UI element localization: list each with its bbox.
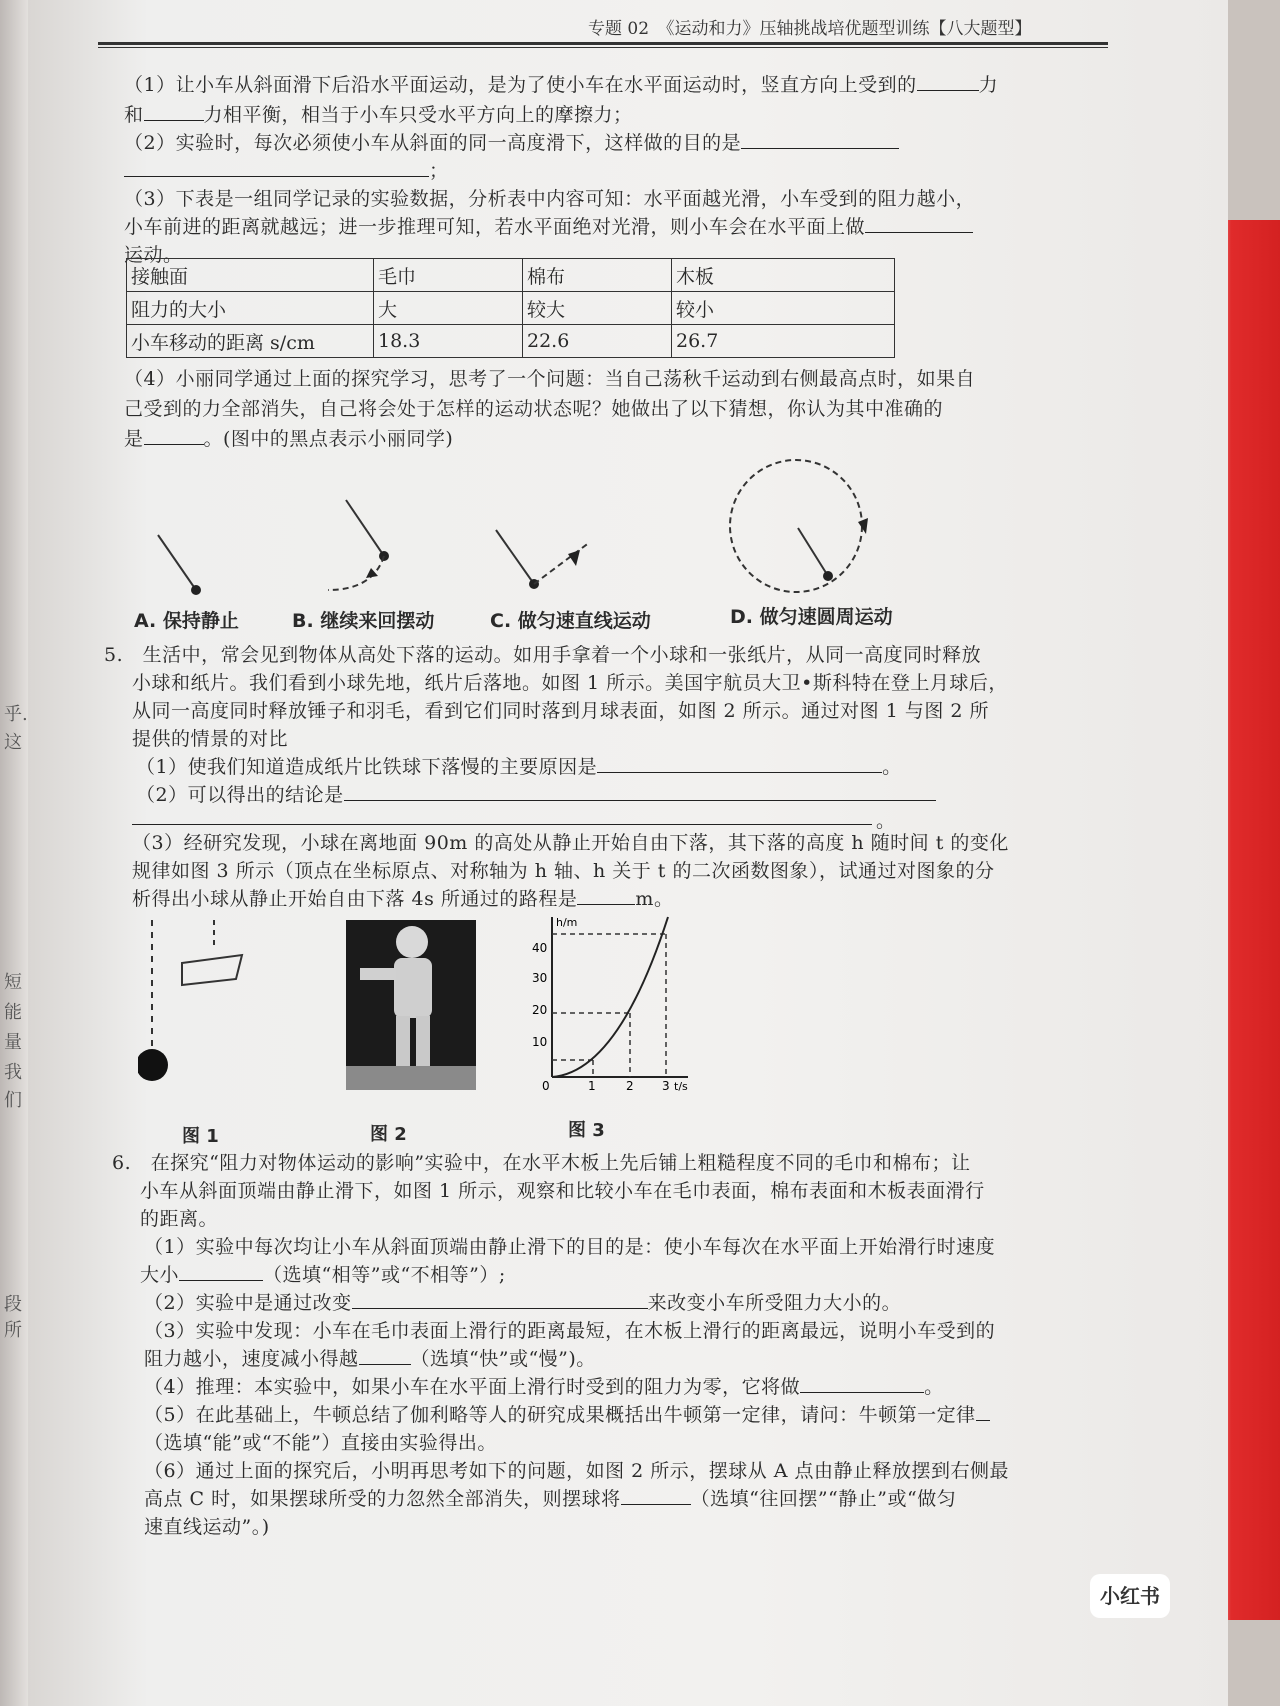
option-b-label: B. 继续来回摆动	[292, 610, 435, 632]
option-a-label: A. 保持静止	[134, 610, 239, 632]
table-cell: 接触面	[127, 259, 374, 292]
q6-line-11: （选填“能”或“不能”）直接由实验得出。	[144, 1432, 497, 1454]
margin-char: 这	[4, 732, 22, 753]
q4-line-2: 和 力相平衡，相当于小车只受水平方向上的摩擦力；	[124, 104, 633, 126]
table-cell: 木板	[672, 259, 895, 292]
xiaohongshu-watermark: 小红书	[1090, 1574, 1170, 1618]
period: 。	[876, 810, 896, 832]
q5-line-3: 从同一高度同时释放锤子和羽毛，看到它们同时落到月球表面，如图 2 所示。通过对图 1 与图 2 所	[132, 700, 990, 722]
option-b-figure	[328, 500, 389, 590]
table-row	[127, 259, 895, 292]
figure-1-label: 图 1	[182, 1126, 219, 1147]
figure-3-h-t-graph	[498, 912, 708, 1092]
table-cell: 棉布	[523, 259, 672, 292]
table-cell: 较大	[523, 292, 672, 325]
q4-line-7: 运动。	[124, 244, 183, 266]
table-cell: 26.7	[672, 325, 895, 358]
table-row	[127, 292, 895, 325]
data-table	[126, 258, 895, 358]
q4-line-8: （4）小丽同学通过上面的探究学习，思考了一个问题：当自己荡秋千运动到右侧最高点时，如果自	[124, 368, 976, 390]
x-axis-label: t/s	[674, 1080, 688, 1092]
x-tick-label: 2	[626, 1079, 634, 1092]
q4-line-6: 小车前进的距离就越远；进一步推理可知，若水平面绝对光滑，则小车会在水平面上做	[124, 212, 973, 239]
q5-line-4: 提供的情景的对比	[132, 728, 289, 750]
q6-line-6: （2）实验中是通过改变 来改变小车所受阻力大小的。	[144, 1292, 902, 1314]
header-rule-thin	[98, 47, 1108, 48]
figure-2-label: 图 2	[370, 1124, 407, 1145]
option-c-label: C. 做匀速直线运动	[490, 610, 651, 632]
q5-line-9: 析得出小球从静止开始自由下落 4s 所通过的路程是 m。	[132, 888, 674, 910]
q6-line-8: 阻力越小，速度减小得越 （选填“快”或“慢”)。	[144, 1348, 596, 1370]
graph-guides	[552, 934, 666, 1077]
q4-line-4: ；	[124, 156, 449, 183]
table-cell: 毛巾	[374, 259, 523, 292]
q6-line-10: （5）在此基础上，牛顿总结了伽利略等人的研究成果概括出牛顿第一定律，请问：牛顿第一定律	[144, 1400, 990, 1427]
table-cell: 22.6	[523, 325, 672, 358]
y-tick-label: 30	[532, 971, 548, 985]
table-cell: 大	[374, 292, 523, 325]
x-tick-label: 0	[542, 1079, 550, 1092]
margin-char: 们	[4, 1090, 22, 1111]
q5-line-6: （2）可以得出的结论是	[136, 780, 936, 807]
table-cell: 18.3	[374, 325, 523, 358]
q6-line-13: 高点 C 时，如果摆球所受的力忽然全部消失，则摆球将 （选填“往回摆”“静止”或“做匀	[144, 1488, 957, 1510]
q6-line-9: （4）推理：本实验中，如果小车在水平面上滑行时受到的阻力为零，它将做 。	[144, 1376, 944, 1398]
option-c-figure	[496, 530, 590, 589]
h-t-curve	[552, 917, 668, 1077]
x-tick-label: 1	[588, 1079, 596, 1092]
margin-char: 段所	[4, 1294, 22, 1341]
figure-2-astronaut-photo	[346, 920, 476, 1090]
q6-line-7: （3）实验中发现：小车在毛巾表面上滑行的距离最短，在木板上滑行的距离最远，说明小车受到的	[144, 1320, 996, 1342]
q6-line-12: （6）通过上面的探究后，小明再思考如下的问题，如图 2 所示，摆球从 A 点由静止释放摆到右侧最	[144, 1460, 1010, 1482]
y-axis-label: h/m	[556, 916, 578, 929]
table-row	[127, 325, 895, 358]
q4-line-10: 是 。(图中的黑点表示小丽同学)	[124, 428, 454, 450]
margin-char: 我	[4, 1062, 22, 1083]
q5-line-5: （1）使我们知道造成纸片比铁球下落慢的主要原因是 。	[136, 756, 902, 778]
margin-char: 能	[4, 1002, 22, 1023]
q6-line-2: 小车从斜面顶端由静止滑下，如图 1 所示，观察和比较小车在毛巾表面，棉布表面和木板表面滑行	[140, 1180, 985, 1202]
margin-char: 短	[4, 972, 22, 993]
q6-line-4: （1）实验中每次均让小车从斜面顶端由静止滑下的目的是：使小车每次在水平面上开始滑行时速度	[144, 1236, 996, 1258]
q4-line-3: （2）实验时，每次必须使小车从斜面的同一高度滑下，这样做的目的是	[124, 128, 899, 155]
table-cell: 较小	[672, 292, 895, 325]
page-header: 专题 02 《运动和力》压轴挑战培优题型训练【八大题型】	[588, 19, 1032, 39]
q6-line-14: 速直线运动”。)	[144, 1516, 270, 1538]
q6-line-3: 的距离。	[140, 1208, 219, 1230]
option-d-label: D. 做匀速圆周运动	[730, 606, 893, 628]
q5-line-1: 5. 生活中，常会见到物体从高处下落的运动。如用手拿着一个小球和一张纸片，从同一高度同时释放	[104, 644, 982, 666]
q6-line-5: 大小 （选填“相等”或“不相等”）;	[140, 1264, 506, 1286]
y-tick-label: 40	[532, 941, 548, 955]
previous-page-edge	[0, 0, 30, 1706]
margin-char: 量	[4, 1032, 22, 1053]
figure-1-ball-paper	[138, 915, 278, 1095]
q6-line-1: 6. 在探究“阻力对物体运动的影响”实验中，在水平木板上先后铺上粗糙程度不同的毛巾和棉布；让	[112, 1152, 971, 1174]
q5-line-7: （3）经研究发现，小球在离地面 90m 的高处从静止开始自由下落，其下落的高度 h 随时间 t 的变化	[132, 832, 1009, 854]
table-cell: 小车移动的距离 s/cm	[127, 325, 374, 358]
q4-line-1: （1）让小车从斜面滑下后沿水平面运动，是为了使小车在水平面运动时，竖直方向上受到的 力	[124, 74, 999, 96]
q4-line-5: （3）下表是一组同学记录的实验数据，分析表中内容可知：水平面越光滑，小车受到的阻力越小，	[124, 188, 976, 210]
figure-3-label: 图 3	[568, 1120, 605, 1141]
worksheet-page	[28, 0, 1228, 1706]
y-tick-label: 10	[532, 1035, 548, 1049]
answer-line	[132, 824, 872, 825]
q4-line-9: 己受到的力全部消失，自己将会处于怎样的运动状态呢？她做出了以下猜想，你认为其中准确的	[124, 398, 944, 420]
q5-line-2: 小球和纸片。我们看到小球先地，纸片后落地。如图 1 所示。美国宇航员大卫•斯科特在登上月球后，	[132, 672, 1008, 694]
q5-line-8: 规律如图 3 所示（顶点在坐标原点、对称轴为 h 轴、h 关于 t 的二次函数图象），试通过对图象的分	[132, 860, 995, 882]
x-tick-label: 3	[662, 1079, 670, 1092]
table-cell: 阻力的大小	[127, 292, 374, 325]
header-rule	[98, 42, 1108, 45]
y-tick-label: 20	[532, 1003, 548, 1017]
option-a-figure	[158, 535, 201, 595]
margin-char: 乎.	[4, 704, 28, 725]
swing-option-figures	[128, 450, 928, 610]
option-d-figure	[730, 460, 868, 592]
